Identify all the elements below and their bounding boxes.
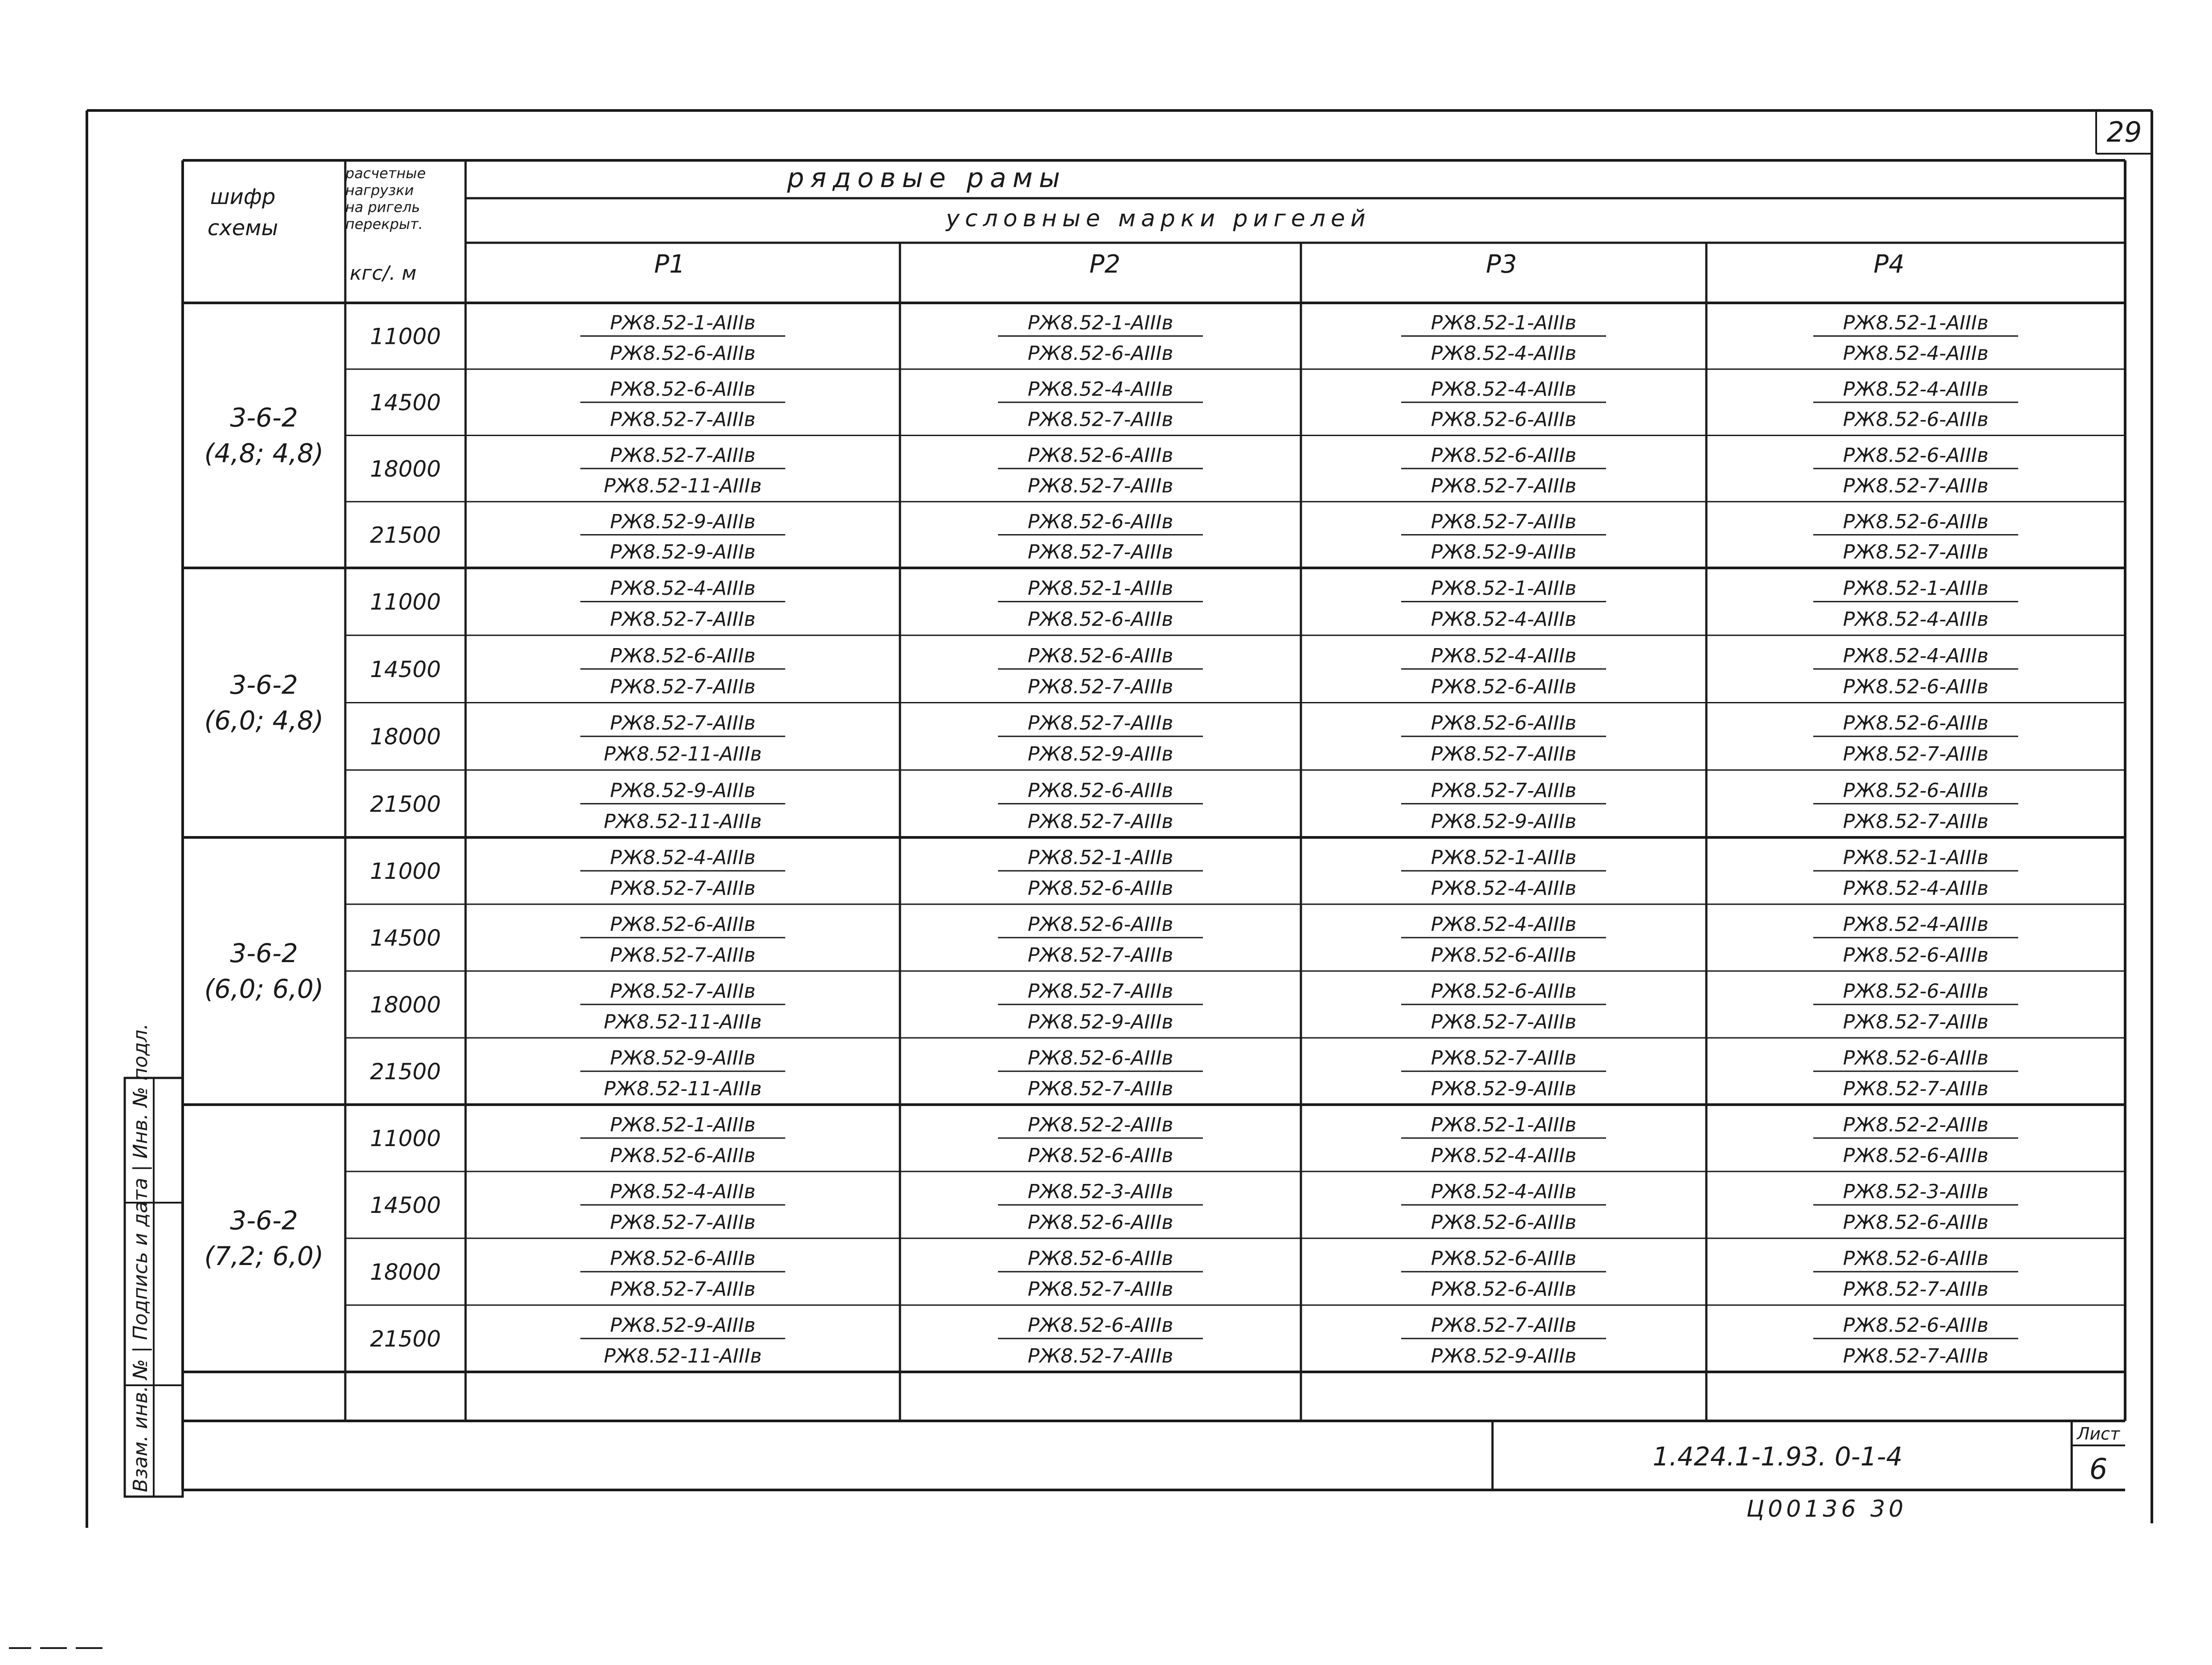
- rigel-mark-bottom: РЖ8.52-6-АIIIв: [1843, 1144, 1989, 1167]
- rigel-mark-bottom: РЖ8.52-7-АIIIв: [1027, 408, 1173, 431]
- rigel-mark-top: РЖ8.52-4-АIIIв: [1843, 644, 1989, 667]
- rigel-mark-top: РЖ8.52-7-АIIIв: [610, 444, 756, 467]
- rigel-mark-bottom: РЖ8.52-9-АIIIв: [1027, 1011, 1173, 1033]
- rigel-mark-bottom: РЖ8.52-7-АIIIв: [1027, 474, 1173, 498]
- rigel-mark-top: РЖ8.52-6-АIIIв: [1027, 1314, 1173, 1337]
- rigel-mark-top: РЖ8.52-1-АIIIв: [1843, 846, 1989, 869]
- rigel-mark-bottom: РЖ8.52-7-АIIIв: [1027, 1278, 1173, 1301]
- footer-code: Ц00136 30: [1746, 1496, 1907, 1522]
- rigel-mark-top: РЖ8.52-6-АIIIв: [1027, 1047, 1173, 1069]
- rigel-mark-top: РЖ8.52-6-АIIIв: [1843, 1047, 1989, 1069]
- rigel-mark-bottom: РЖ8.52-11-АIIIв: [604, 1345, 762, 1367]
- rigel-mark-bottom: РЖ8.52-6-АIIIв: [1843, 944, 1989, 967]
- rigel-mark-bottom: РЖ8.52-9-АIIIв: [1431, 1077, 1577, 1100]
- corner-sheet-number: 29: [2106, 116, 2142, 148]
- rigel-mark-bottom: РЖ8.52-7-АIIIв: [610, 1278, 756, 1301]
- rigel-mark-bottom: РЖ8.52-7-АIIIв: [1843, 810, 1989, 833]
- rigel-mark-bottom: РЖ8.52-6-АIIIв: [1843, 675, 1989, 698]
- rigel-mark-bottom: РЖ8.52-7-АIIIв: [1431, 474, 1577, 498]
- rigel-mark-top: РЖ8.52-4-АIIIв: [610, 846, 756, 869]
- rigel-mark-bottom: РЖ8.52-7-АIIIв: [1027, 1345, 1173, 1367]
- rigel-mark-bottom: РЖ8.52-7-АIIIв: [1431, 1011, 1577, 1033]
- rigel-mark-top: РЖ8.52-6-АIIIв: [1431, 980, 1577, 1003]
- side-stamp: [125, 1024, 183, 1497]
- scheme-spans: (6,0; 6,0): [204, 974, 324, 1004]
- load-value: 18000: [370, 1259, 441, 1285]
- header-group-title: рядовые рамы: [787, 163, 1067, 194]
- rigel-mark-bottom: РЖ8.52-4-АIIIв: [1431, 877, 1577, 900]
- rigel-mark-top: РЖ8.52-7-АIIIв: [610, 712, 756, 735]
- rigel-mark-bottom: РЖ8.52-7-АIIIв: [1027, 1077, 1173, 1100]
- rigel-mark-top: РЖ8.52-6-АIIIв: [1843, 510, 1989, 533]
- rigel-mark-bottom: РЖ8.52-6-АIIIв: [1027, 1144, 1173, 1167]
- rigel-mark-top: РЖ8.52-7-АIIIв: [610, 980, 756, 1003]
- scheme-spans: (6,0; 4,8): [204, 705, 324, 736]
- rigel-mark-bottom: РЖ8.52-6-АIIIв: [1431, 1211, 1577, 1234]
- rigel-mark-bottom: РЖ8.52-9-АIIIв: [610, 541, 756, 564]
- load-value: 11000: [370, 589, 441, 615]
- load-value: 14500: [370, 656, 441, 682]
- rigel-mark-top: РЖ8.52-1-АIIIв: [1027, 577, 1173, 600]
- rigel-mark-bottom: РЖ8.52-9-АIIIв: [1431, 541, 1577, 564]
- rigel-mark-bottom: РЖ8.52-7-АIIIв: [1027, 541, 1173, 564]
- rigel-mark-bottom: РЖ8.52-6-АIIIв: [1431, 944, 1577, 967]
- rigel-mark-top: РЖ8.52-6-АIIIв: [1843, 1247, 1989, 1270]
- rigel-mark-bottom: РЖ8.52-7-АIIIв: [610, 608, 756, 631]
- scheme-spans: (7,2; 6,0): [204, 1241, 324, 1271]
- load-value: 21500: [370, 1059, 441, 1085]
- header-loads-line4: перекрыт.: [345, 216, 423, 233]
- rigel-mark-bottom: РЖ8.52-7-АIIIв: [610, 1211, 756, 1234]
- rigel-mark-top: РЖ8.52-9-АIIIв: [610, 779, 756, 802]
- rigel-mark-bottom: РЖ8.52-7-АIIIв: [1843, 1011, 1989, 1033]
- rigel-mark-top: РЖ8.52-2-АIIIв: [1843, 1114, 1989, 1136]
- rigel-mark-top: РЖ8.52-7-АIIIв: [1431, 1047, 1577, 1069]
- scheme-code: 3-6-2: [230, 669, 298, 700]
- rigel-mark-bottom: РЖ8.52-7-АIIIв: [610, 408, 756, 431]
- header-loads-line2: нагрузки: [345, 182, 414, 199]
- load-value: 14500: [370, 925, 441, 951]
- rigel-mark-bottom: РЖ8.52-9-АIIIв: [1027, 743, 1173, 766]
- rigel-mark-top: РЖ8.52-9-АIIIв: [610, 1047, 756, 1069]
- load-value: 14500: [370, 390, 441, 416]
- column-header-p4: Р4: [1873, 250, 1905, 279]
- scheme-code: 3-6-2: [230, 402, 298, 433]
- rigel-mark-bottom: РЖ8.52-4-АIIIв: [1431, 608, 1577, 631]
- rigel-mark-bottom: РЖ8.52-6-АIIIв: [1431, 1278, 1577, 1301]
- rigel-mark-top: РЖ8.52-9-АIIIв: [610, 510, 756, 533]
- scheme-spans: (4,8; 4,8): [204, 438, 324, 469]
- column-header-p2: Р2: [1089, 250, 1120, 279]
- rigel-mark-top: РЖ8.52-6-АIIIв: [610, 644, 756, 667]
- rigel-mark-top: РЖ8.52-4-АIIIв: [1843, 378, 1989, 401]
- load-value: 18000: [370, 456, 441, 482]
- rigel-mark-bottom: РЖ8.52-6-АIIIв: [1027, 1211, 1173, 1234]
- rigel-mark-top: РЖ8.52-3-АIIIв: [1027, 1180, 1173, 1203]
- rigel-mark-bottom: РЖ8.52-6-АIIIв: [610, 342, 756, 365]
- rigel-mark-top: РЖ8.52-6-АIIIв: [610, 913, 756, 936]
- rigel-mark-top: РЖ8.52-4-АIIIв: [1431, 644, 1577, 667]
- side-stamp-text: Взам. инв. № | Подпись и дата | Инв. № подл.: [129, 1023, 152, 1492]
- load-value: 21500: [370, 791, 441, 817]
- rigel-mark-bottom: РЖ8.52-7-АIIIв: [1843, 1345, 1989, 1367]
- rigel-mark-top: РЖ8.52-6-АIIIв: [1843, 779, 1989, 802]
- rigel-mark-top: РЖ8.52-1-АIIIв: [1431, 577, 1577, 600]
- rigel-mark-bottom: РЖ8.52-4-АIIIв: [1431, 342, 1577, 365]
- load-value: 21500: [370, 522, 441, 548]
- rigel-mark-top: РЖ8.52-1-АIIIв: [1431, 311, 1577, 335]
- sheet-label: Лист: [2077, 1424, 2120, 1444]
- rigel-mark-top: РЖ8.52-7-АIIIв: [1431, 1314, 1577, 1337]
- rigel-mark-top: РЖ8.52-1-АIIIв: [1431, 846, 1577, 869]
- header-shifr-line2: схемы: [207, 216, 278, 241]
- rigel-mark-bottom: РЖ8.52-4-АIIIв: [1843, 342, 1989, 365]
- rigel-mark-bottom: РЖ8.52-7-АIIIв: [610, 675, 756, 698]
- rigel-mark-top: РЖ8.52-6-АIIIв: [1843, 980, 1989, 1003]
- rigel-mark-top: РЖ8.52-6-АIIIв: [1027, 913, 1173, 936]
- rigel-mark-top: РЖ8.52-9-АIIIв: [610, 1314, 756, 1337]
- rigel-mark-top: РЖ8.52-1-АIIIв: [610, 1114, 756, 1136]
- rigel-mark-top: РЖ8.52-4-АIIIв: [1431, 378, 1577, 401]
- rigel-mark-bottom: РЖ8.52-7-АIIIв: [1843, 1077, 1989, 1100]
- rigel-mark-bottom: РЖ8.52-4-АIIIв: [1843, 608, 1989, 631]
- rigel-mark-top: РЖ8.52-7-АIIIв: [1027, 980, 1173, 1003]
- rigel-mark-top: РЖ8.52-4-АIIIв: [610, 577, 756, 600]
- rigel-mark-bottom: РЖ8.52-7-АIIIв: [1843, 541, 1989, 564]
- rigel-mark-bottom: РЖ8.52-7-АIIIв: [1027, 675, 1173, 698]
- rigel-mark-bottom: РЖ8.52-11-АIIIв: [604, 1011, 762, 1033]
- rigel-mark-top: РЖ8.52-6-АIIIв: [1843, 712, 1989, 735]
- rigel-mark-bottom: РЖ8.52-7-АIIIв: [1843, 474, 1989, 498]
- rigel-mark-top: РЖ8.52-6-АIIIв: [1027, 779, 1173, 802]
- rigel-mark-top: РЖ8.52-7-АIIIв: [1431, 510, 1577, 533]
- rigel-mark-top: РЖ8.52-1-АIIIв: [1843, 577, 1989, 600]
- rigel-mark-bottom: РЖ8.52-6-АIIIв: [1027, 342, 1173, 365]
- rigel-mark-bottom: РЖ8.52-7-АIIIв: [1431, 743, 1577, 766]
- rigel-mark-top: РЖ8.52-6-АIIIв: [1431, 712, 1577, 735]
- rigel-mark-top: РЖ8.52-4-АIIIв: [1027, 378, 1173, 401]
- document-designation: 1.424.1-1.93. 0-1-4: [1652, 1441, 1903, 1472]
- rigel-mark-bottom: РЖ8.52-6-АIIIв: [1431, 408, 1577, 431]
- column-header-p3: Р3: [1486, 250, 1517, 279]
- rigel-mark-bottom: РЖ8.52-6-АIIIв: [1027, 608, 1173, 631]
- load-value: 14500: [370, 1192, 441, 1218]
- rigel-mark-top: РЖ8.52-7-АIIIв: [1431, 779, 1577, 802]
- load-value: 18000: [370, 992, 441, 1018]
- rigel-mark-bottom: РЖ8.52-11-АIIIв: [604, 810, 762, 833]
- rigel-mark-top: РЖ8.52-1-АIIIв: [1843, 311, 1989, 335]
- rigel-mark-bottom: РЖ8.52-7-АIIIв: [1843, 1278, 1989, 1301]
- load-value: 18000: [370, 724, 441, 750]
- header-loads-line3: на ригель: [345, 199, 420, 216]
- rigel-mark-top: РЖ8.52-7-АIIIв: [1027, 712, 1173, 735]
- rigel-mark-bottom: РЖ8.52-7-АIIIв: [1843, 743, 1989, 766]
- rigel-mark-top: РЖ8.52-1-АIIIв: [1431, 1114, 1577, 1136]
- rigel-mark-top: РЖ8.52-6-АIIIв: [610, 1247, 756, 1270]
- rigel-mark-bottom: РЖ8.52-6-АIIIв: [1843, 1211, 1989, 1234]
- rigel-mark-top: РЖ8.52-6-АIIIв: [1027, 444, 1173, 467]
- rigel-mark-top: РЖ8.52-2-АIIIв: [1027, 1114, 1173, 1136]
- rigel-mark-bottom: РЖ8.52-11-АIIIв: [604, 743, 762, 766]
- scheme-code: 3-6-2: [230, 938, 298, 968]
- rigel-mark-top: РЖ8.52-4-АIIIв: [1843, 913, 1989, 936]
- scheme-code: 3-6-2: [230, 1205, 298, 1236]
- rigel-mark-top: РЖ8.52-1-АIIIв: [1027, 846, 1173, 869]
- header-shifr-line1: шифр: [210, 184, 276, 209]
- rigel-mark-top: РЖ8.52-6-АIIIв: [1027, 1247, 1173, 1270]
- column-header-p1: Р1: [654, 250, 685, 279]
- rigel-mark-bottom: РЖ8.52-7-АIIIв: [610, 877, 756, 900]
- rigel-mark-top: РЖ8.52-1-АIIIв: [1027, 311, 1173, 335]
- load-value: 11000: [370, 1126, 441, 1151]
- rigel-mark-bottom: РЖ8.52-11-АIIIв: [604, 1077, 762, 1100]
- rigel-mark-bottom: РЖ8.52-7-АIIIв: [610, 944, 756, 967]
- rigel-mark-top: РЖ8.52-1-АIIIв: [610, 311, 756, 335]
- rigel-mark-top: РЖ8.52-4-АIIIв: [1431, 913, 1577, 936]
- rigel-mark-top: РЖ8.52-6-АIIIв: [1027, 510, 1173, 533]
- rigel-mark-bottom: РЖ8.52-7-АIIIв: [1027, 810, 1173, 833]
- rigel-mark-bottom: РЖ8.52-9-АIIIв: [1431, 1345, 1577, 1367]
- rigel-mark-bottom: РЖ8.52-4-АIIIв: [1843, 877, 1989, 900]
- load-value: 21500: [370, 1326, 441, 1352]
- rigel-mark-bottom: РЖ8.52-6-АIIIв: [1431, 675, 1577, 698]
- rigel-mark-bottom: РЖ8.52-6-АIIIв: [1843, 408, 1989, 431]
- rigel-mark-top: РЖ8.52-4-АIIIв: [610, 1180, 756, 1203]
- load-value: 11000: [370, 858, 441, 884]
- rigel-mark-top: РЖ8.52-4-АIIIв: [1431, 1180, 1577, 1203]
- rigel-mark-top: РЖ8.52-6-АIIIв: [1431, 1247, 1577, 1270]
- rigel-mark-top: РЖ8.52-3-АIIIв: [1843, 1180, 1989, 1203]
- rigel-mark-bottom: РЖ8.52-6-АIIIв: [1027, 877, 1173, 900]
- header-subgroup-title: условные марки ригелей: [946, 205, 1371, 232]
- header-loads-line1: расчетные: [345, 165, 426, 182]
- rigel-mark-top: РЖ8.52-6-АIIIв: [1027, 644, 1173, 667]
- rigel-mark-top: РЖ8.52-6-АIIIв: [1843, 444, 1989, 467]
- rigel-mark-bottom: РЖ8.52-6-АIIIв: [610, 1144, 756, 1167]
- rigel-mark-top: РЖ8.52-6-АIIIв: [1843, 1314, 1989, 1337]
- rigel-mark-top: РЖ8.52-6-АIIIв: [610, 378, 756, 401]
- rigel-mark-bottom: РЖ8.52-7-АIIIв: [1027, 944, 1173, 967]
- sheet-number: 6: [2089, 1453, 2108, 1486]
- header-loads-unit: кгс/. м: [350, 262, 417, 285]
- table-content: [204, 312, 1989, 1368]
- rigel-mark-bottom: РЖ8.52-9-АIIIв: [1431, 810, 1577, 833]
- load-value: 11000: [370, 323, 441, 350]
- rigel-mark-bottom: РЖ8.52-11-АIIIв: [604, 474, 762, 498]
- rigel-mark-top: РЖ8.52-6-АIIIв: [1431, 444, 1577, 467]
- rigel-mark-bottom: РЖ8.52-4-АIIIв: [1431, 1144, 1577, 1167]
